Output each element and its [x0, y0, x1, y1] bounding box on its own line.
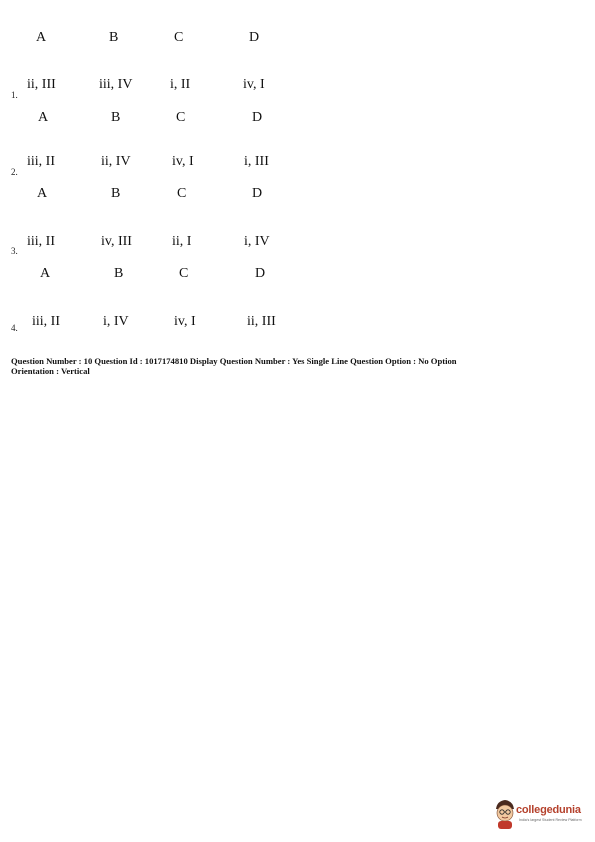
- column-label-a: A: [37, 186, 48, 201]
- column-label-b: B: [109, 30, 119, 45]
- option-number: 4.: [11, 323, 18, 333]
- question-meta: Question Number : 10 Question Id : 1017174810 Display Question Number : Yes Single Line Question Option : No Option Orientation : Vertical: [11, 356, 457, 376]
- option-value-b: i, IV: [103, 314, 129, 329]
- column-label-b: B: [114, 266, 124, 281]
- option-value-c: iv, I: [174, 314, 196, 329]
- column-label-d: D: [252, 110, 263, 125]
- option-value-c: iv, I: [172, 154, 194, 169]
- column-label-c: C: [174, 30, 184, 45]
- collegedunia-logo: [494, 798, 594, 832]
- option-value-d: ii, III: [247, 314, 276, 329]
- option-number: 3.: [11, 246, 18, 256]
- option-value-a: ii, III: [27, 77, 56, 92]
- column-label-c: C: [176, 110, 186, 125]
- option-value-a: iii, II: [27, 154, 55, 169]
- column-label-c: C: [177, 186, 187, 201]
- column-label-b: B: [111, 110, 121, 125]
- logo-name: collegedunia: [516, 804, 581, 816]
- option-value-d: i, IV: [244, 234, 270, 249]
- option-number: 2.: [11, 167, 18, 177]
- option-value-b: iv, III: [101, 234, 132, 249]
- option-value-c: ii, I: [172, 234, 192, 249]
- logo-tagline: India's largest Student Review Platform: [519, 818, 582, 822]
- option-value-d: iv, I: [243, 77, 265, 92]
- option-number: 1.: [11, 90, 18, 100]
- column-label-d: D: [249, 30, 260, 45]
- option-value-d: i, III: [244, 154, 269, 169]
- student-mascot-icon: [494, 798, 516, 830]
- column-label-a: A: [40, 266, 51, 281]
- option-value-b: ii, IV: [101, 154, 131, 169]
- option-value-c: i, II: [170, 77, 191, 92]
- column-label-a: A: [38, 110, 49, 125]
- option-value-a: iii, II: [27, 234, 55, 249]
- option-value-a: iii, II: [32, 314, 60, 329]
- column-label-c: C: [179, 266, 189, 281]
- column-label-b: B: [111, 186, 121, 201]
- column-label-d: D: [255, 266, 266, 281]
- column-label-a: A: [36, 30, 47, 45]
- column-label-d: D: [252, 186, 263, 201]
- option-value-b: iii, IV: [99, 77, 133, 92]
